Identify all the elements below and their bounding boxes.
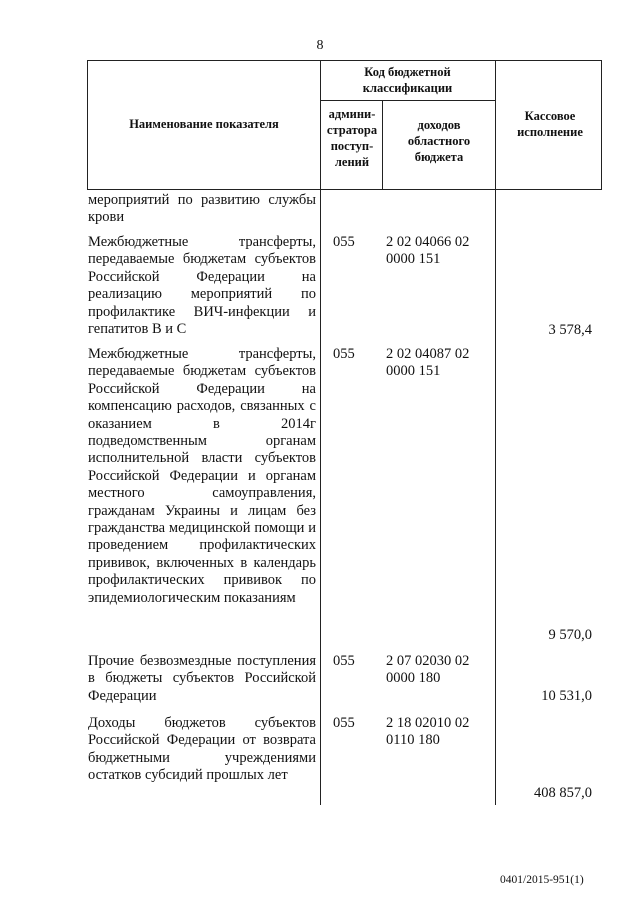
- table-row: [88, 715, 602, 803]
- row-indicator-name: Доходы бюджетов субъектов Российской Федерации от возврата бюджетными учреждениями остатков субсидий прошлых лет: [88, 715, 316, 784]
- row-cash-amount: 3 578,4: [548, 322, 592, 338]
- row-income-code: 2 18 02010 02 0110 180: [386, 715, 470, 749]
- row-admin-code: 055: [333, 715, 355, 731]
- row-admin-code: 055: [333, 346, 355, 362]
- row-cash-amount: 408 857,0: [534, 785, 592, 801]
- table-row: [88, 346, 602, 646]
- row-income-code: 2 02 04087 02 0000 151: [386, 346, 470, 380]
- row-admin-code: 055: [333, 653, 355, 669]
- page-number: 8: [316, 38, 324, 53]
- row-income-code: 2 02 04066 02 0000 151: [386, 234, 470, 268]
- row-indicator-name: мероприятий по развитию службы крови: [88, 192, 316, 226]
- header-income-column: доходов областного бюджета: [407, 118, 471, 164]
- header-cash-column: Кассовое исполнение: [517, 109, 583, 139]
- row-cash-amount: 9 570,0: [548, 627, 592, 643]
- header-admin-column: админи-стратора поступ-лений: [326, 107, 378, 169]
- document-footer-code: 0401/2015-951(1): [500, 874, 584, 886]
- row-indicator-name: Межбюджетные трансферты, передаваемые бюджетам субъектов Российской Федерации на компенсацию расходов, связанных с оказанием в 2014г подведомственным органам исполнительной власти субъектов Российской Федерации и органам местного самоуправления, гражданам Украины и лицам без гражданства медицинской помощи и проведением профилактических прививок, включенных в календарь профилактических прививок по эпидемиологическим показаниям: [88, 346, 316, 606]
- row-cash-amount: 10 531,0: [541, 688, 592, 704]
- header-indicator-name: Наименование показателя: [129, 117, 279, 131]
- table-row: [88, 653, 602, 705]
- table-row: [88, 234, 602, 340]
- table-row: [88, 192, 602, 228]
- row-admin-code: 055: [333, 234, 355, 250]
- header-budget-code-group: Код бюджетной классификации: [362, 65, 453, 95]
- row-indicator-name: Прочие безвозмездные поступления в бюджеты субъектов Российской Федерации: [88, 653, 316, 704]
- row-indicator-name: Межбюджетные трансферты, передаваемые бюджетам субъектов Российской Федерации на реализацию мероприятий по профилактике ВИЧ-инфекции и гепатитов В и С: [88, 234, 316, 338]
- row-income-code: 2 07 02030 02 0000 180: [386, 653, 470, 687]
